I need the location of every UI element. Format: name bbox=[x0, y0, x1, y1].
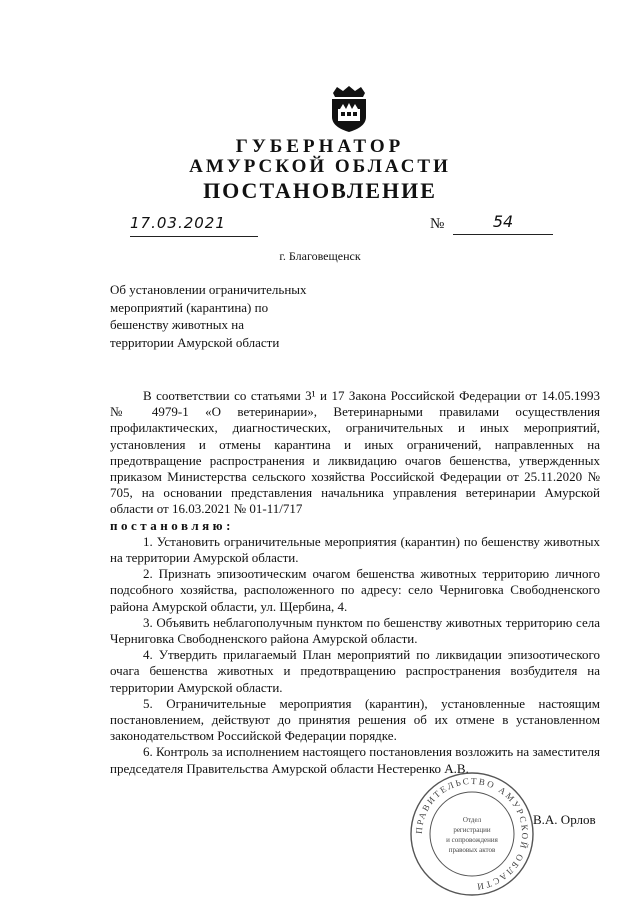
number-sign: № bbox=[430, 216, 445, 232]
document-subject: Об установлении ограничительных мероприятий (карантина) по бешенству животных на территории Амурской области bbox=[110, 282, 307, 350]
governor-title: ГУБЕРНАТОР bbox=[235, 136, 405, 157]
preamble: В соответствии со статьями 3¹ и 17 Закона Российской Федерации от 14.05.1993 № 4979-1 «О ветеринарии», Ветеринарными правилами осуществления профилактических, диагностических, ограничительных и иных мероприятий, установления и отмены карантина и иных ограничений, направленных на предотвращение распространения и ликвидацию очагов бешенства, утвержденных приказом Министерства сельского хозяйства Российской Федерации от 25.11.2020 № 705, на основании представления начальника управления ветеринарии Амурской области от 16.03.2021 № 01-11/717 bbox=[110, 388, 600, 517]
item-3: 3. Объявить неблагополучным пунктом по бешенству животных территорию села Черниговка Свободненского района Амурской области. bbox=[110, 614, 600, 647]
item-4: 4. Утвердить прилагаемый План мероприятий по ликвидации эпизоотического очага бешенства животных и предотвращению распространения возбудителя на территории Амурской области. bbox=[110, 647, 600, 695]
document-body bbox=[110, 388, 600, 777]
stamp-center-line-2: регистрации bbox=[453, 826, 491, 834]
document-date: 17.03.2021 bbox=[130, 214, 258, 237]
document-number: 54 bbox=[453, 212, 553, 235]
item-5: 5. Ограничительные мероприятия (карантин), установленные настоящим постановлением, действуют до принятия решения об их отмене в установленном законодательством Российской Федерации порядке. bbox=[110, 695, 600, 744]
stamp-ring-text: ПРАВИТЕЛЬСТВО АМУРСКОЙ ОБЛАСТИ bbox=[413, 775, 531, 893]
city-line: г. Благовещенск bbox=[279, 249, 361, 263]
coat-of-arms-emblem bbox=[327, 85, 371, 133]
signature-name: В.А. Орлов bbox=[533, 812, 596, 827]
official-stamp bbox=[408, 770, 536, 898]
stamp-center-line-3: и сопровождения bbox=[446, 836, 498, 844]
region-title: АМУРСКОЙ ОБЛАСТИ bbox=[189, 156, 451, 177]
stamp-center-line-1: Отдел bbox=[462, 816, 482, 824]
item-6: 6. Контроль за исполнением настоящего постановления возложить на заместителя председателя Правительства Амурской области Нестеренко А.В. bbox=[110, 744, 600, 776]
item-1: 1. Установить ограничительные мероприятия (карантин) по бешенству животных на территории Амурской области. bbox=[110, 533, 600, 566]
resolve-word: постановляю: bbox=[110, 517, 234, 533]
document-type: ПОСТАНОВЛЕНИЕ bbox=[203, 178, 437, 203]
stamp-center-line-4: правовых актов bbox=[448, 846, 496, 854]
item-2: 2. Признать эпизоотическим очагом бешенства животных территорию личного подсобного хозяйства, расположенного по адресу: село Черниговка Свободненского района Амурской области, ул. Щербина, 4. bbox=[110, 566, 600, 614]
